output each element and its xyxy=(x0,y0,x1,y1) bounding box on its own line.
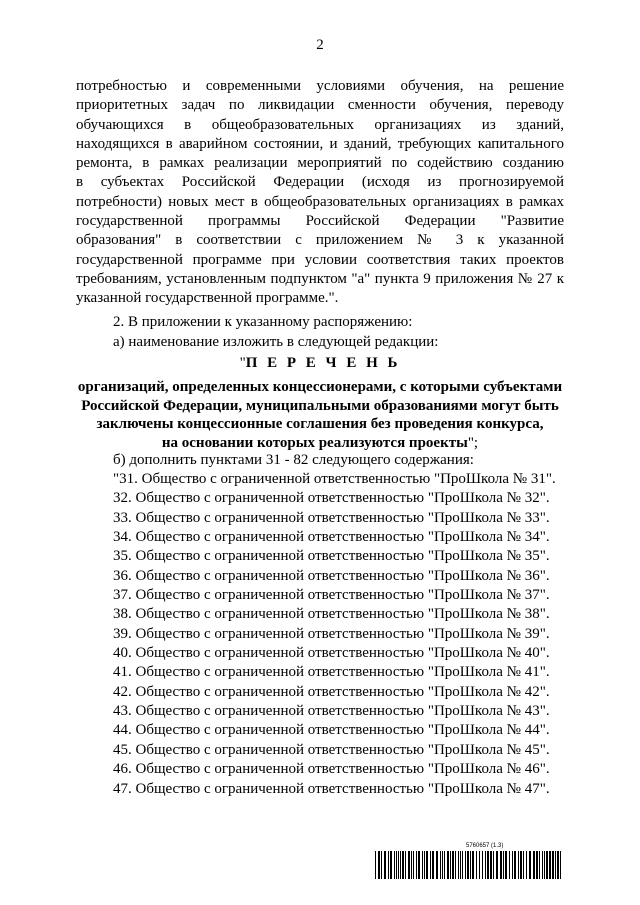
list-item: 38. Общество с ограниченной ответственностью "ПроШкола № 38". xyxy=(113,606,550,623)
barcode-bar xyxy=(546,851,548,879)
barcode-bar xyxy=(476,851,477,879)
list-item: 34. Общество с ограниченной ответственностью "ПроШкола № 34". xyxy=(113,529,550,546)
barcode-bar xyxy=(509,851,510,879)
list-subtitle xyxy=(70,378,570,453)
list-item: 42. Общество с ограниченной ответственностью "ПроШкола № 42". xyxy=(113,683,550,700)
barcode-bar xyxy=(455,851,456,879)
barcode-bar xyxy=(442,851,443,879)
barcode-bar xyxy=(465,851,466,879)
list-item: 46. Общество с ограниченной ответственностью "ПроШкола № 46". xyxy=(113,761,550,778)
intro-line: обучающихся в общеобразовательных организациях из зданий, xyxy=(76,116,564,133)
list-item: 47. Общество с ограниченной ответственностью "ПроШкола № 47". xyxy=(113,780,550,797)
barcode-bar xyxy=(408,851,410,879)
barcode-bar xyxy=(381,851,382,879)
barcode-bar xyxy=(436,851,438,879)
barcode-bar xyxy=(440,851,441,879)
subtitle-line: заключены концессионные соглашения без проведения конкурса, xyxy=(96,416,544,433)
barcode-bar xyxy=(520,851,522,879)
barcode-bar xyxy=(490,851,492,879)
barcode-bar xyxy=(400,851,401,879)
barcode-bar xyxy=(523,851,524,879)
barcode-bar xyxy=(460,851,461,879)
barcode-bar xyxy=(411,851,412,879)
document-code: 5760657 (1.3) xyxy=(466,843,504,849)
barcode-bar xyxy=(472,851,474,879)
barcode-bar xyxy=(479,851,480,879)
barcode-bar xyxy=(444,851,445,879)
barcode-bar xyxy=(560,851,561,879)
barcode-bar xyxy=(424,851,425,879)
heading-quote: " xyxy=(239,355,246,371)
list-item: 37. Общество с ограниченной ответственностью "ПроШкола № 37". xyxy=(113,587,550,604)
barcode-bar xyxy=(518,851,519,879)
barcode-bar xyxy=(529,851,531,879)
barcode-bar xyxy=(432,851,434,879)
subtitle-line: на основании которых реализуются проекты"; xyxy=(161,435,479,452)
barcode-bar xyxy=(503,851,504,879)
barcode-bar xyxy=(384,851,386,879)
subtitle-line: организаций, определенных концессионерами, с которыми субъектами xyxy=(77,379,563,395)
list-item: 43. Общество с ограниченной ответственностью "ПроШкола № 43". xyxy=(113,703,550,720)
list-item: 32. Общество с ограниченной ответственностью "ПроШкола № 32". xyxy=(113,490,550,507)
intro-line: ремонта, в рамках реализации мероприятий по содействию созданию xyxy=(76,155,564,172)
barcode-bar xyxy=(505,851,507,879)
barcode-bar xyxy=(458,851,459,879)
intro-line: образования" в соответствии с приложением № 3 к указанной xyxy=(76,232,564,249)
barcode-bar xyxy=(452,851,454,879)
paragraph-2: 2. В приложении к указанному распоряжению: xyxy=(113,314,413,330)
barcode-bar xyxy=(526,851,527,879)
barcode-bar xyxy=(467,851,469,879)
list-item: "31. Общество с ограниченной ответственностью "ПроШкола № 31". xyxy=(113,471,556,487)
intro-line: потребностью и современными условиями обучения, на решение xyxy=(76,78,564,94)
paragraph-b: б) дополнить пунктами 31 - 82 следующего содержания: xyxy=(113,452,474,468)
barcode-bar xyxy=(542,851,543,879)
barcode-bar xyxy=(500,851,502,879)
intro-line: государственной программы Российской Федерации "Развитие xyxy=(76,213,564,230)
barcode-bar xyxy=(482,851,483,879)
list-item: 36. Общество с ограниченной ответственностью "ПроШкола № 36". xyxy=(113,567,550,584)
barcode-bar xyxy=(549,851,551,879)
intro-line: потребности) новых мест в общеобразовательных организациях в рамках xyxy=(76,193,564,210)
heading-word: П Е Р Е Ч Е Н Ь xyxy=(245,355,401,371)
barcode-bar xyxy=(512,851,513,879)
barcode-bar xyxy=(487,851,489,879)
barcode-bar xyxy=(413,851,414,879)
organization-list xyxy=(113,470,556,799)
list-item: 44. Общество с ограниченной ответственностью "ПроШкола № 44". xyxy=(113,722,550,739)
barcode-bar xyxy=(485,851,486,879)
barcode-bar xyxy=(493,851,494,879)
list-item: 40. Общество с ограниченной ответственностью "ПроШкола № 40". xyxy=(113,645,550,662)
intro-line: государственной программе при условии соответствия таких проектов xyxy=(76,251,564,268)
barcode-bar xyxy=(422,851,423,879)
barcode-bar xyxy=(426,851,428,879)
intro-line: в субъектах Российской Федерации (исходя из прогнозируемой xyxy=(76,174,564,191)
list-item: 45. Общество с ограниченной ответственностью "ПроШкола № 45". xyxy=(113,741,550,758)
barcode-bar xyxy=(539,851,540,879)
list-item: 33. Общество с ограниченной ответственностью "ПроШкола № 33". xyxy=(113,509,550,526)
barcode-bar xyxy=(375,851,376,879)
barcode-bar xyxy=(557,851,559,879)
barcode-bar xyxy=(378,851,380,879)
barcode-bar xyxy=(555,851,556,879)
barcode-bar xyxy=(398,851,399,879)
intro-line: требованиям, установленным подпунктом "а" пункта 9 приложения № 27 к xyxy=(76,270,564,287)
barcode-icon xyxy=(375,851,561,879)
list-heading xyxy=(0,354,640,373)
barcode-bar xyxy=(462,851,463,879)
list-item: 35. Общество с ограниченной ответственностью "ПроШкола № 35". xyxy=(113,548,550,565)
barcode-bar xyxy=(388,851,389,879)
barcode-bar xyxy=(496,851,498,879)
barcode-bar xyxy=(447,851,449,879)
intro-paragraph xyxy=(76,77,564,309)
barcode-bar xyxy=(514,851,516,879)
barcode-bar xyxy=(402,851,404,879)
subtitle-tail: "; xyxy=(467,435,479,452)
barcode-bar xyxy=(533,851,535,879)
barcode-bar xyxy=(390,851,392,879)
list-item: 39. Общество с ограниченной ответственностью "ПроШкола № 39". xyxy=(113,625,550,642)
barcode-bar xyxy=(544,851,545,879)
intro-line: находящихся в аварийном состоянии, и зданий, требующих капитального xyxy=(76,135,564,152)
subtitle-line: Российской Федерации, муниципальными образованиями могут быть xyxy=(81,397,559,414)
barcode-bar xyxy=(418,851,420,879)
barcode-bar xyxy=(396,851,397,879)
barcode-bar xyxy=(430,851,431,879)
barcode-bar xyxy=(536,851,538,879)
paragraph-a: а) наименование изложить в следующей редакции: xyxy=(113,334,439,350)
barcode-bar xyxy=(450,851,451,879)
barcode-bar xyxy=(394,851,395,879)
list-item: 41. Общество с ограниченной ответственностью "ПроШкола № 41". xyxy=(113,664,550,681)
barcode-bar xyxy=(552,851,554,879)
barcode-bar xyxy=(405,851,406,879)
intro-line: приоритетных задач по ликвидации сменности обучения, переводу xyxy=(76,97,564,114)
intro-line: указанной государственной программе.". xyxy=(76,290,339,307)
barcode-bar xyxy=(470,851,471,879)
page-number: 2 xyxy=(316,37,324,53)
barcode-bar xyxy=(416,851,417,879)
